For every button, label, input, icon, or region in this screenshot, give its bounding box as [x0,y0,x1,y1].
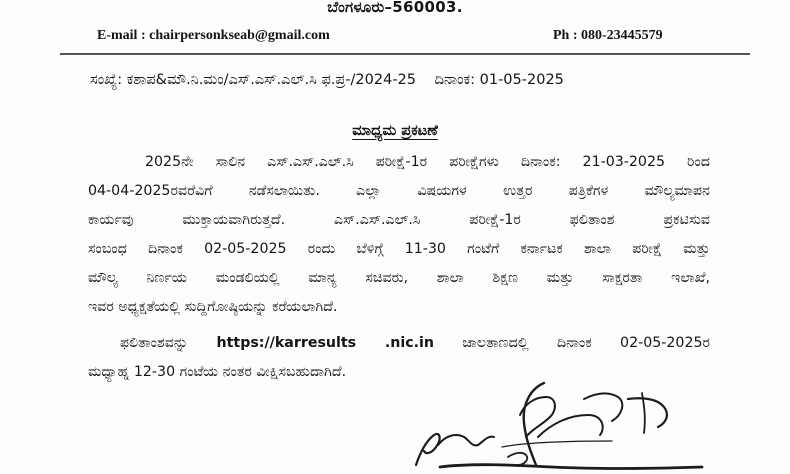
reference-date-label: ದಿನಾಂಕ: [434,72,476,88]
email-line: E-mail : chairpersonkseab@gmail.com [97,28,330,43]
paragraph-line: ಮಧ್ಯಾಹ್ನ 12-30 ಗಂಟೆಯ ನಂತರ ವೀಕ್ಷಿಸಬಹುದಾಗಿದೆ. [88,364,347,380]
paragraph-line [88,329,710,358]
paragraph-line: ಕಾರ್ಯವು ಮುಕ್ತಾಯವಾಗಿರುತ್ತದೆ. ಎಸ್.ಎಸ್.ಎಲ್.ಸಿ ಪರೀಕ್ಷೆ-1ರ ಫಲಿತಾಂಶ ಪ್ರಕಟಿಸುವ [88,212,710,228]
header-divider [60,53,750,55]
results-url-link[interactable]: https://karresults .nic.in [216,335,435,351]
paragraph-announcement [88,148,710,322]
paragraph-line: 04-04-2025ರವರೆವಿಗೆ ನಡೆಸಲಾಯಿತು. ಎಲ್ಲಾ ವಿಷಯಗಳ ಉತ್ತರ ಪತ್ರಿಕೆಗಳ ಮೌಲ್ಯಮಾಪನ [88,183,710,199]
paragraph-line: 2025ನೇ ಸಾಲಿನ ಎಸ್.ಎಸ್.ಎಲ್.ಸಿ ಪರೀಕ್ಷೆ-1ರ ಪರೀಕ್ಷೆಗಳು ದಿನಾಂಕ: 21-03-2025 ರಿಂದ [145,154,710,170]
handwritten-signature [412,375,712,474]
results-before-url: ಫಲಿತಾಂಶವನ್ನು [120,335,189,351]
reference-line [90,72,564,88]
document-title: ಮಾಧ್ಯಮ ಪ್ರಕಟಣೆ [352,123,438,139]
paragraph-line: ಸಂಬಂಧ ದಿನಾಂಕ 02-05-2025 ರಂದು ಬೆಳಿಗ್ಗೆ 11-30 ಗಂಟೆಗೆ ಕರ್ನಾಟಕ ಶಾಲಾ ಪರೀಕ್ಷೆ ಮತ್ತು [88,241,710,257]
header-city-line: ಬೆಂಗಳೂರು–560003. [327,0,463,16]
phone-line: Ph : 080-23445579 [553,28,663,43]
paragraph-line: ಮೌಲ್ಯ ನಿರ್ಣಯ ಮಂಡಲಿಯಲ್ಲಿ ಮಾನ್ಯ ಸಚಿವರು, ಶಾಲಾ ಶಿಕ್ಷಣ ಮತ್ತು ಸಾಕ್ಷರತಾ ಇಲಾಖೆ, [88,270,710,286]
contact-row [0,28,790,48]
reference-date-value: 01-05-2025 [479,72,564,88]
results-after-url: ಜಾಲತಾಣದಲ್ಲಿ ದಿನಾಂಕ 02-05-2025ರ [462,335,711,351]
reference-number-label: ಸಂಖ್ಯೆ: [90,72,123,88]
reference-number-value: ಕಶಾಪ&ಮೌ.ನಿ.ಮಂ/ಎಸ್.ಎಸ್.ಎಲ್.ಸಿ ಫ.ಪ್ರ-/2024-25 [126,72,417,88]
paragraph-line: ಇವರ ಅಧ್ಯಕ್ಷತೆಯಲ್ಲಿ ಸುದ್ದಿಗೋಷ್ಠಿಯನ್ನು ಕರೆಯಲಾಗಿದೆ. [88,299,338,315]
